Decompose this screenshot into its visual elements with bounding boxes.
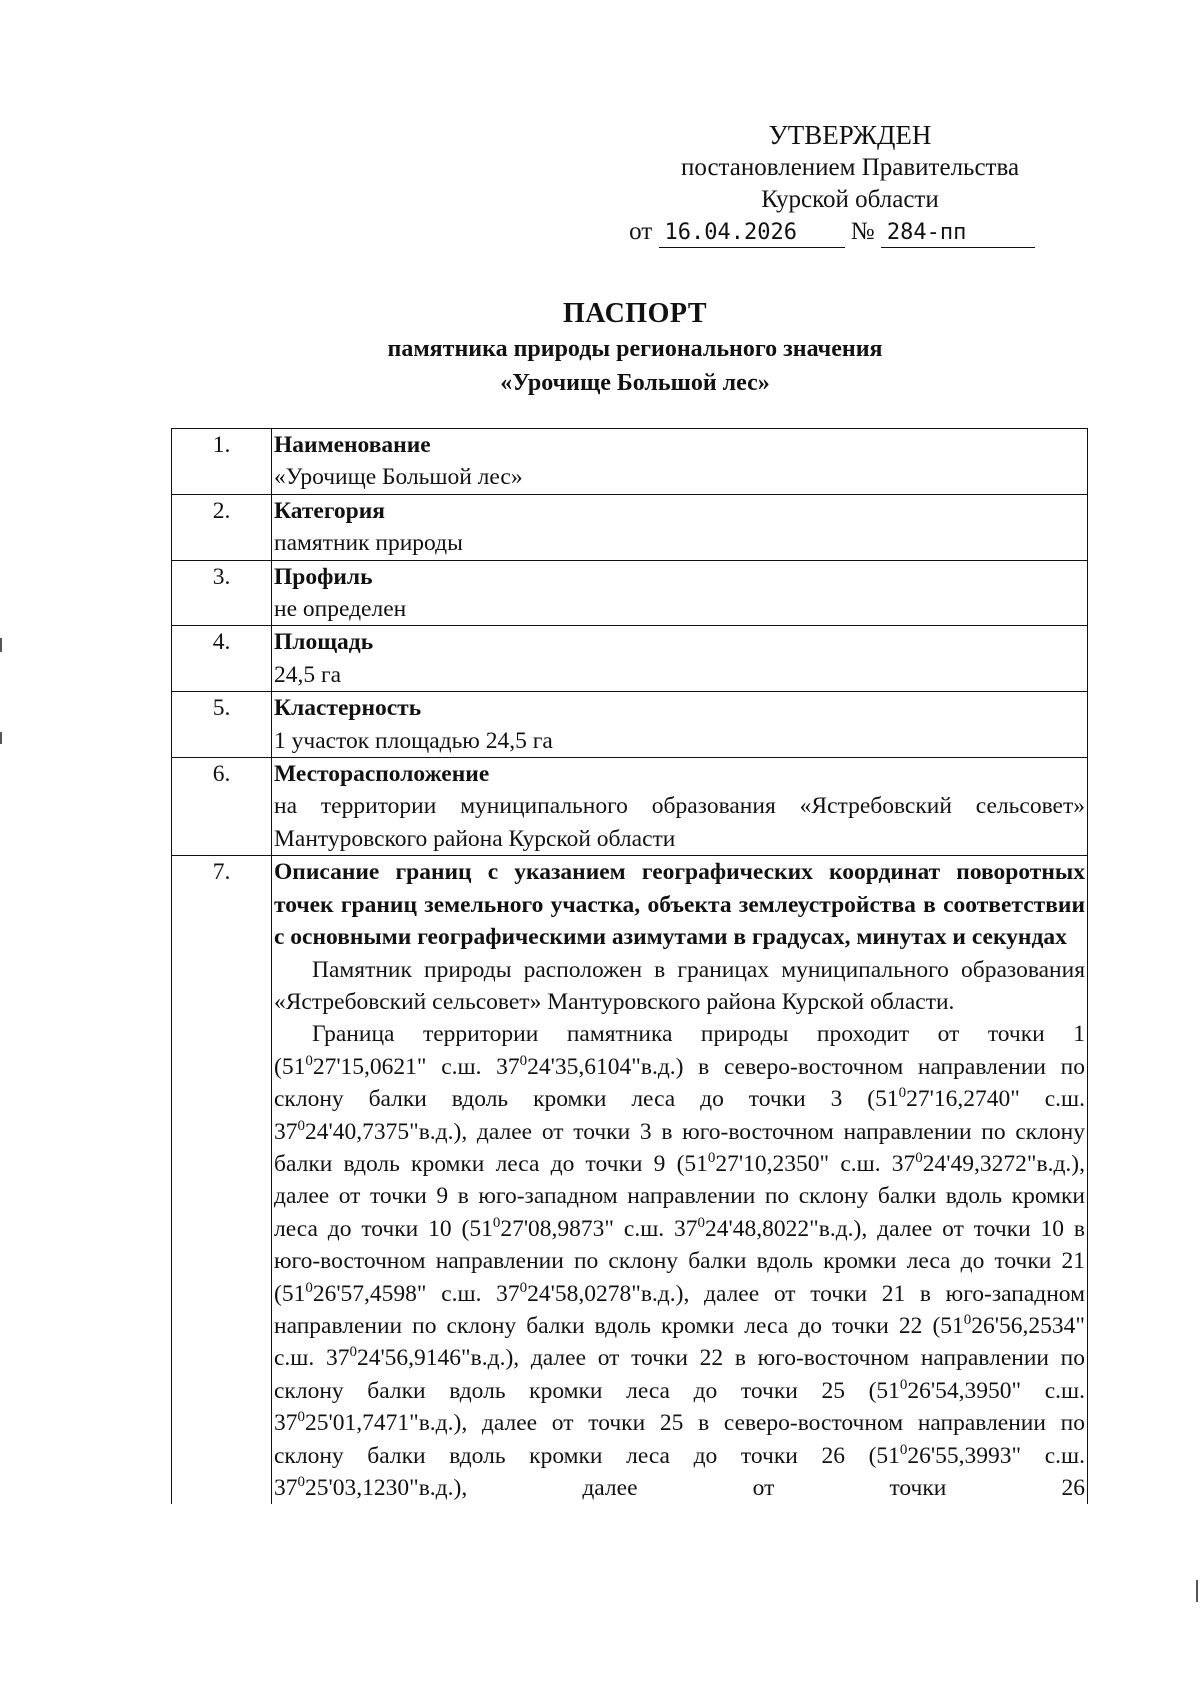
text-segment: 27'15,0621" с.ш. 37 <box>312 1053 520 1080</box>
text-segment: Граница территории памятника природы проходит от точки 1 (51 <box>274 1021 1085 1080</box>
row-header: Месторасположение <box>274 761 490 788</box>
table-row <box>172 626 1088 692</box>
row-number: 2. <box>172 494 272 560</box>
scan-margin-mark <box>0 732 2 744</box>
table-row <box>172 560 1088 626</box>
title-line-2: «Урочище Большой лес» <box>500 370 770 396</box>
row-number: 7. <box>172 856 272 1505</box>
row-number: 4. <box>172 626 272 692</box>
date-prefix: от <box>629 218 653 245</box>
degree-superscript: 0 <box>697 1214 706 1231</box>
text-segment: 24'56,9146"в.д.), далее от точки 22 в юго-восточном направлении по склону балки вдоль кромки леса до точки 25 (51 <box>274 1345 1085 1404</box>
row-content <box>272 626 1088 692</box>
text-segment: 25'01,7471"в.д.), далее от точки 25 в северо-восточном направлении по склону балки вдоль кромки леса до точки 26 (51 <box>274 1410 1085 1469</box>
text-segment: 27'16,2740" с.ш. 37 <box>274 1086 1085 1145</box>
text-segment: 26'56,2534" с.ш. 37 <box>274 1312 1085 1372</box>
row-number: 1. <box>172 429 272 495</box>
table-row <box>172 758 1088 856</box>
text-segment: 27'08,9873" с.ш. 37 <box>500 1215 698 1242</box>
table-row <box>172 429 1088 495</box>
paragraph-boundary-description <box>274 1018 1085 1504</box>
degree-superscript: 0 <box>915 1150 923 1167</box>
scan-margin-mark <box>0 638 2 652</box>
degree-superscript: 0 <box>297 1117 305 1134</box>
row-header: Профиль <box>274 563 373 590</box>
table-row <box>172 856 1088 1505</box>
text-segment: 24'48,8022"в.д.), далее от точки 10 в юго-восточном направлении по склону балки вдоль кромки леса до точки 21 (51 <box>274 1215 1085 1307</box>
row-header: Описание границ с указанием географических координат поворотных точек границ земельного участка, объекта землеустройства в соответствии с основными географическими азимутами в градусах, минутах и секундах <box>274 859 1085 951</box>
text-segment: 27'10,2350" с.ш. 37 <box>715 1150 916 1177</box>
row-content <box>272 494 1088 560</box>
row-value: 24,5 га <box>274 661 342 688</box>
degree-superscript: 0 <box>519 1279 528 1296</box>
text-segment: 25'03,1230"в.д.), далее от точки 26 <box>305 1475 1085 1501</box>
text-segment: 24'49,3272"в.д.), далее от точки 9 в юго-западном направлении по склону балки вдоль кромки леса до точки 10 (51 <box>274 1150 1085 1242</box>
row-value: памятник природы <box>274 530 463 557</box>
paragraph-location: Памятник природы расположен в границах муниципального образования «Ястребовский сельсовет» Мантуровского района Курской области. <box>274 956 1085 1015</box>
row-value: на территории муниципального образования «Ястребовский сельсовет» Мантуровского района Курской области <box>274 793 1085 852</box>
degree-superscript: 0 <box>297 1474 305 1491</box>
degree-superscript: 0 <box>963 1312 972 1329</box>
row-value: «Урочище Большой лес» <box>274 464 523 491</box>
approval-date-field: 16.04.2026 <box>659 219 845 248</box>
table-row <box>172 692 1088 758</box>
degree-superscript: 0 <box>349 1344 357 1361</box>
row-header: Категория <box>274 497 386 524</box>
degree-superscript: 0 <box>297 1409 305 1426</box>
row-content <box>272 560 1088 626</box>
row-content <box>272 856 1088 1505</box>
row-content <box>272 692 1088 758</box>
row-header: Площадь <box>274 629 374 656</box>
degree-superscript: 0 <box>305 1052 313 1069</box>
row-header: Наименование <box>274 432 431 458</box>
row-value: не определен <box>274 596 407 623</box>
approval-stamp <box>600 118 1100 248</box>
approval-number-field: 284-пп <box>881 219 1035 248</box>
row-content <box>272 758 1088 856</box>
table-row <box>172 494 1088 560</box>
degree-superscript: 0 <box>492 1214 501 1231</box>
row-number: 3. <box>172 560 272 626</box>
text-segment: 24'40,7375"в.д.), далее от точки 3 в юго-восточном направлении по склону балки вдоль кромки леса до точки 9 (51 <box>274 1118 1085 1177</box>
row-header: Кластерность <box>274 695 422 722</box>
number-sign: № <box>850 218 875 245</box>
degree-superscript: 0 <box>899 1441 908 1458</box>
approval-heading: УТВЕРЖДЕН <box>768 120 932 150</box>
degree-superscript: 0 <box>899 1376 908 1393</box>
degree-superscript: 0 <box>305 1279 313 1296</box>
document-title <box>170 296 1100 400</box>
text-segment: 26'55,3993" с.ш. 37 <box>274 1442 1085 1501</box>
approval-line-2: Курской области <box>761 186 939 213</box>
row-number: 5. <box>172 692 272 758</box>
approval-date-line <box>582 216 1082 248</box>
passport-table <box>171 428 1088 1504</box>
scan-margin-mark <box>1196 1580 1198 1602</box>
approval-line-1: постановлением Правительства <box>680 154 1020 181</box>
title-main: ПАСПОРТ <box>562 298 707 329</box>
text-segment: 24'35,6104"в.д.) в северо-восточном направлении по склону балки вдоль кромки леса до точки 3 (51 <box>274 1053 1085 1113</box>
row-value: 1 участок площадью 24,5 га <box>274 727 553 754</box>
degree-superscript: 0 <box>707 1150 716 1167</box>
text-segment: 26'57,4598" с.ш. 37 <box>312 1280 520 1307</box>
row-number: 6. <box>172 758 272 856</box>
text-segment: 24'58,0278"в.д.), далее от точки 21 в юго-западном направлении по склону балки вдоль кромки леса до точки 22 (51 <box>274 1280 1085 1339</box>
degree-superscript: 0 <box>519 1052 528 1069</box>
row-content <box>272 429 1088 495</box>
text-segment: 26'54,3950" с.ш. 37 <box>274 1377 1085 1437</box>
title-line-1: памятника природы регионального значения <box>387 336 883 362</box>
degree-superscript: 0 <box>898 1085 907 1102</box>
